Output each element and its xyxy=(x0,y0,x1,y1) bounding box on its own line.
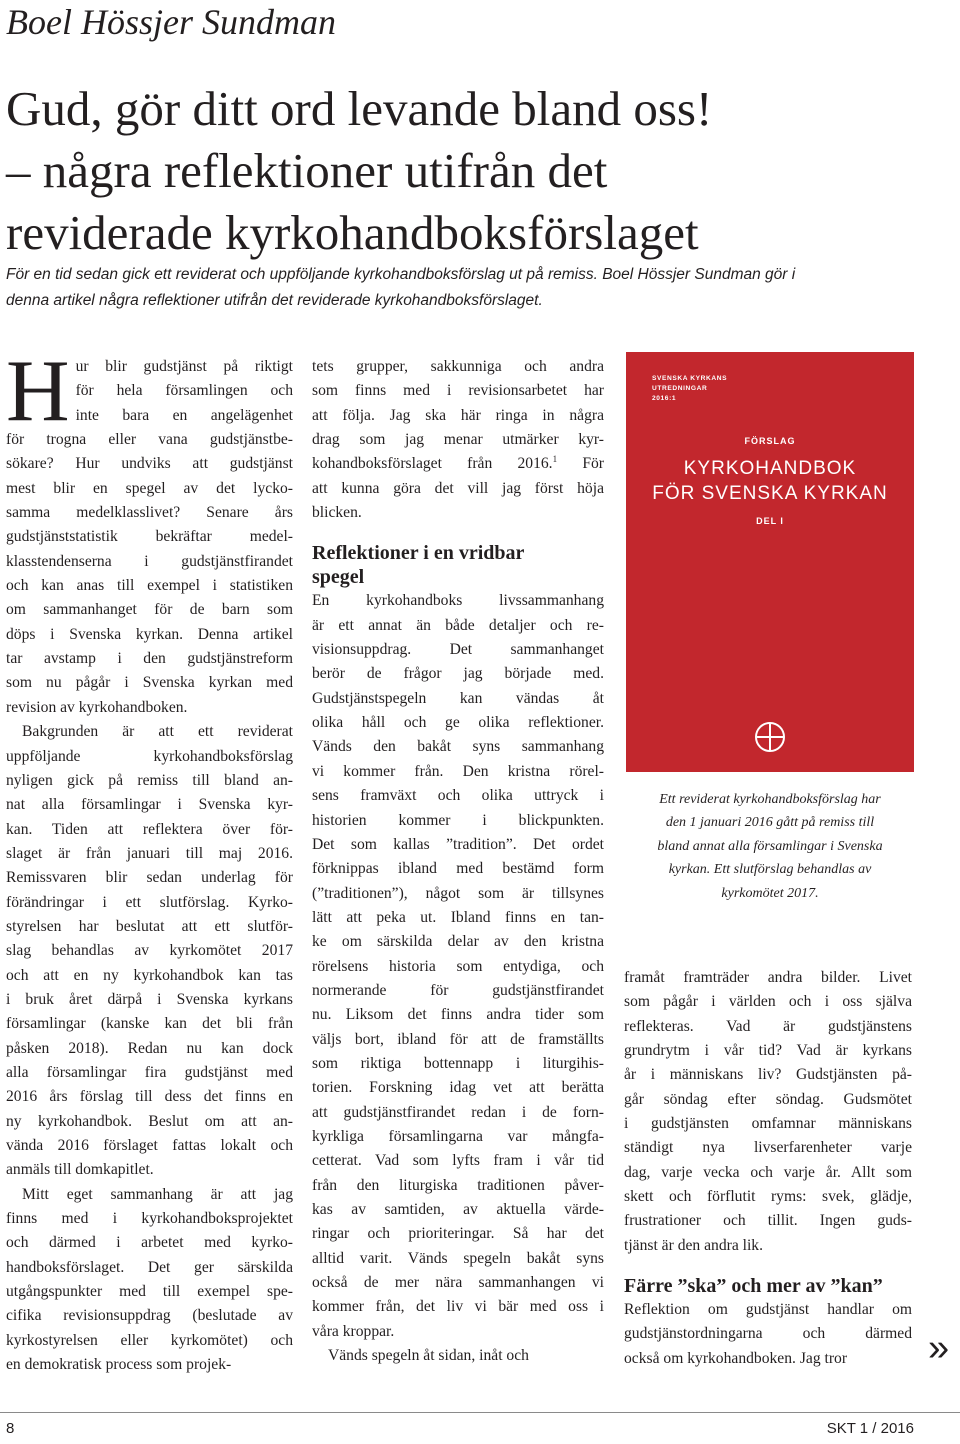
text-line: samma medelklasslivet? Senare års xyxy=(6,504,293,522)
text-line: frustrationer och tillit. Ingen guds- xyxy=(624,1212,912,1230)
text-line: och därmed i arbetet med kyrko- xyxy=(6,1234,293,1252)
text-line: som riktiga bottennapp i liturgihis- xyxy=(312,1054,604,1072)
text-line: (”traditionen”), något som är tillsynes xyxy=(312,884,604,902)
drop-cap: H xyxy=(6,343,70,440)
text-line: som pågår i världen och i oss själva xyxy=(624,993,912,1011)
text-line: ny kyrkohandbok. Beslut om att an- xyxy=(6,1112,293,1130)
text-line: för trogna eller vana gudstjänstbe- xyxy=(6,431,293,449)
column-2-paragraph xyxy=(312,355,604,452)
text-line: och att en ny kyrkohandbok kan tas xyxy=(6,966,293,984)
text-line: lätt att peka ut. Ibland finns en tan- xyxy=(312,908,604,926)
text-line: reflekteras. Vad är gudstjänstens xyxy=(624,1017,912,1035)
text-line: rörelsens historia som entydiga, och xyxy=(312,957,604,975)
column-2-paragraph xyxy=(312,477,604,526)
article-intro xyxy=(6,262,946,314)
text-line: Vänds den bakåt syns sammanhang xyxy=(312,738,604,756)
text-line: torien. Forskning idag vet att berätta xyxy=(312,1079,604,1097)
text-line: år i människans liv? Gudstjänsten på- xyxy=(624,1066,912,1084)
text-line: blicken. xyxy=(312,504,362,522)
text-line: att gudstjänstfirandet redan i de forn- xyxy=(312,1103,604,1121)
issue-label: SKT 1 / 2016 xyxy=(826,1420,914,1437)
cross-circle-icon xyxy=(753,720,787,754)
text-line: i gudstjänsten omfamnar människans xyxy=(624,1115,912,1133)
page-number: 8 xyxy=(6,1420,15,1437)
text-line: förknippas ibland med bestämd form xyxy=(312,860,604,878)
book-title: KYRKOHANDBOK FÖR SVENSKA KYRKAN xyxy=(652,458,888,504)
text-line: cetterat. Vad som lyfts fram i vår tid xyxy=(312,1152,604,1170)
text-line: också om kyrkohandboken. Jag tror xyxy=(624,1349,848,1367)
text-line: alltid varit. Vänds spegeln bakåt syns xyxy=(312,1249,604,1267)
text-line: visionsuppdrag. Det sammanhanget xyxy=(312,641,604,659)
book-part: DEL I xyxy=(756,516,784,526)
text-line: berör de frågor jag började med. xyxy=(312,665,604,683)
footnote-marker[interactable]: 1 xyxy=(552,454,558,465)
text-line: som nu pågår i Svenska kyrkan med xyxy=(6,674,293,692)
text-line: uppföljande kyrkohandboksförslag xyxy=(6,747,293,765)
column-2-paragraph xyxy=(312,589,604,1368)
text-line: för hela församlingen och xyxy=(75,382,293,400)
text-line: alla församlingar fira gudstjänst med xyxy=(6,1063,293,1081)
column-3-paragraph xyxy=(624,1298,912,1371)
book-series: SVENSKA KYRKANS UTREDNINGAR 2016:1 xyxy=(652,375,728,402)
text-line: grundrytm i vår tid? Vad är kyrkans xyxy=(624,1042,912,1060)
text-line: En kyrkohandboks livssammanhang xyxy=(312,592,604,610)
text-line: sökare? Hur undviks att gudstjänst xyxy=(6,455,293,473)
text-line: döps i Svenska kyrkan. Denna artikel xyxy=(6,625,293,643)
text-line: kyrkostyrelsen eller kyrkomötet) och xyxy=(6,1331,293,1349)
title-line: – några reflektioner utifrån det xyxy=(6,143,608,198)
text-line: klasstendenserna i gudstjänstfirandet xyxy=(6,552,293,570)
text-line: och kan anas till exempel i statistiken xyxy=(6,577,293,595)
text-line: nat alla församlingar i Svenska kyr- xyxy=(6,796,293,814)
text-line: olika håll och ge olika reflektioner. xyxy=(312,714,604,732)
intro-line: För en tid sedan gick ett reviderat och uppföljande kyrkohandboksförslag ut på remiss. Boel Hössjer Sundman gör i xyxy=(6,266,796,283)
text-line: en demokratisk process som projek- xyxy=(6,1356,232,1374)
author-name: Boel Hössjer Sundman xyxy=(6,2,336,42)
text-line: kan. Tiden att reflektera över för- xyxy=(6,820,293,838)
text-line: normerande för gudstjänstfirandet xyxy=(312,981,604,999)
title-line: reviderade kyrkohandboksförslaget xyxy=(6,205,699,260)
text-line: ur blir gudstjänst på riktigt xyxy=(75,358,293,375)
text-line: sens framväxt och olika uttryck i xyxy=(312,787,604,805)
text-line: ringar och prioriteringar. Så har det xyxy=(312,1225,604,1243)
continue-arrow-icon: » xyxy=(928,1327,950,1369)
text-line: gudstjänststatistik bekräftar medel- xyxy=(6,528,293,546)
text-line: tjänst är den andra lik. xyxy=(624,1236,763,1254)
text-line: Mitt eget sammanhang är att jag xyxy=(22,1185,293,1203)
column-2 xyxy=(312,355,604,1368)
section-heading: Färre ”ska” och mer av ”kan” xyxy=(624,1275,883,1298)
book-kicker: FÖRSLAG xyxy=(744,436,796,446)
text-line: i bruk året därpå i Svenska kyrkans xyxy=(6,990,293,1008)
text-line: ke om särskilda delar av den kristna xyxy=(312,933,604,951)
text-line: Remissvaren blir sedan underlag för xyxy=(6,869,293,887)
text-line: vi kommer från. Den kristna rörel- xyxy=(312,762,604,780)
text-line: kommer från, det liv vi bär med oss i xyxy=(312,1298,604,1316)
text-line: cifika revisionsuppdrag (beslutade av xyxy=(6,1307,293,1325)
text-line: påsken 2018). Redan nu kan dock xyxy=(6,1039,293,1057)
text-line: drag som jag menar utmärker kyr- xyxy=(312,431,604,449)
column-1-body xyxy=(6,343,293,1377)
text-line: handboksförslaget. Det ger särskilda xyxy=(6,1258,293,1276)
text-line: kas av samtiden, av aktuella värde- xyxy=(312,1201,604,1218)
text-line: mest blir en spegel av det lycko- xyxy=(6,479,293,497)
text-line: kohandboksförslaget från 2016.$^1$ För xyxy=(312,454,604,473)
text-line: dag, varje vecka och varje år. Allt som xyxy=(624,1163,912,1181)
text-line: slaget är från januari till maj 2016. xyxy=(6,844,293,862)
text-line: anmäls till domkapitlet. xyxy=(6,1161,154,1179)
section-heading: Reflektioner i en vridbar xyxy=(312,542,525,565)
text-line: om sammanhanget för de barn som xyxy=(6,601,293,619)
text-line: skett och förflutit ryms: svek, glädje, xyxy=(624,1188,912,1206)
book-cover-image xyxy=(626,352,914,772)
text-line: tar avstamp i den gudstjänstreform xyxy=(6,650,293,668)
intro-line: denna artikel några reflektioner utifrån det reviderade kyrkohandboksförslaget. xyxy=(6,292,543,309)
column-3-paragraph xyxy=(624,966,912,1258)
text-line: ständigt nya livserfarenheter varje xyxy=(624,1139,912,1157)
column-1 xyxy=(6,343,293,1377)
text-line: nyligen gick på remiss till bland an- xyxy=(6,771,293,789)
text-line: är ett annat än både detaljer och re- xyxy=(312,616,604,634)
section-heading: spegel xyxy=(312,566,365,589)
text-line: kyrkliga församlingarna var mångfa- xyxy=(312,1127,604,1145)
text-line: gudstjänstordningarna och därmed xyxy=(624,1325,912,1343)
text-line: går söndag efter söndag. Gudsmötet xyxy=(624,1090,912,1108)
text-line: utgångspunkter med till exempel spe- xyxy=(6,1283,293,1301)
text-line: inte bara en angelägenhet xyxy=(75,406,293,424)
text-line: förändringar i ett slutförslag. Kyrko- xyxy=(6,893,293,911)
text-line: som finns med i revisionsarbetet har xyxy=(312,382,604,400)
text-line: Vänds spegeln åt sidan, inåt och xyxy=(328,1347,529,1365)
text-line: från den liturgiska traditionen påver- xyxy=(312,1176,604,1194)
text-line: revision av kyrkohandboken. xyxy=(6,698,188,716)
text-line: våra kroppar. xyxy=(312,1322,395,1340)
text-line: Gudstjänstspegeln kan vändas åt xyxy=(312,689,604,707)
column-3 xyxy=(624,966,912,1371)
text-line: att kunna göra det vill jag först höja xyxy=(312,479,604,497)
text-line: Reflektion om gudstjänst handlar om xyxy=(624,1301,912,1319)
image-caption: Ett reviderat kyrkohandboksförslag har den 1 januari 2016 gått på remiss till bland annat alla församlingar i Svenska kyrkan. Ett slutförslag behandlas av kyrkomötet 2017. xyxy=(657,792,883,901)
text-line: att följa. Jag ska här ringa in några xyxy=(312,406,604,424)
text-line: 2016 års förslag till dess det finns en xyxy=(6,1088,293,1106)
text-line: framåt framträder andra bilder. Livet xyxy=(624,969,912,986)
text-line: församlingar (kanske kan det bli från xyxy=(6,1015,293,1033)
text-line: väljs bort, ibland för att de framställts xyxy=(312,1030,604,1048)
text-line: finns med i kyrkohandboksprojektet xyxy=(6,1210,293,1228)
text-line: nu. Liksom det finns andra tider som xyxy=(312,1006,604,1024)
text-line: också de mer nära sammanhangen vi xyxy=(312,1274,604,1292)
text-line: slag behandlas av kyrkomötet 2017 xyxy=(6,942,293,960)
article-title xyxy=(6,78,946,264)
footer-rule xyxy=(0,1412,960,1413)
text-line: styrelsen har beslutat att ett slutför- xyxy=(6,917,293,935)
text-line: historien kommer i blickpunkten. xyxy=(312,811,604,829)
text-line: Bakgrunden är att ett reviderat xyxy=(22,723,293,741)
text-line: tets grupper, sakkunniga och andra xyxy=(312,358,604,375)
text-line: vända 2016 förslaget fattas lokalt och xyxy=(6,1137,293,1154)
title-line: Gud, gör ditt ord levande bland oss! xyxy=(6,81,713,136)
text-line: Det som kallas ”tradition”. Det ordet xyxy=(312,835,604,853)
